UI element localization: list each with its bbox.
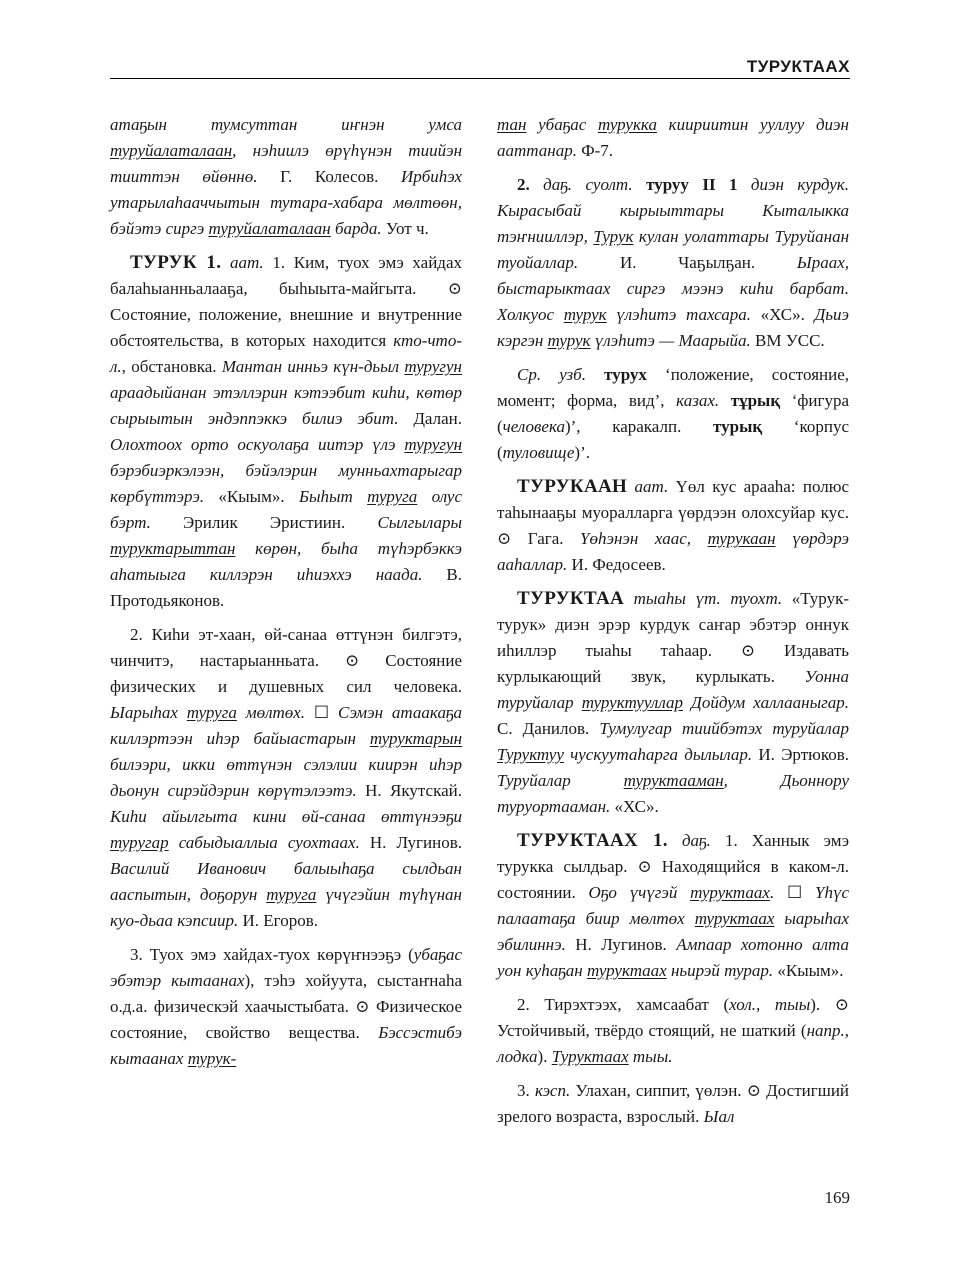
right-column [497, 112, 849, 1138]
running-title: ТУРУКТААХ [746, 57, 850, 76]
right-paragraph-7: 2. Тирэхтээх, хамсаабат (хол., тыы). ⊙ Устойчивый, твёрдо стоящий, не шаткий (напр., лодка). Туруктаах тыы. [497, 995, 850, 1066]
right-paragraph-1: тан убаҕас турукка киириитин ууллуу диэн ааттанар. Ф-7. [497, 115, 849, 160]
left-paragraph-1: атаҕын тумсуттан иҥнэн умса туруйалаталаан, нэһиилэ өрүһүнэн тиийэн тииттэн өйөннө. Г. Колесов. Ирбиһэх утарылаһааччытын тутара-хабара мөлтөөн, бэйэтэ сиргэ туруйалаталаан барда. Уот ч. [110, 115, 462, 238]
left-paragraph-2: ТУРУК 1. аат. 1. Ким, туох эмэ хайдах балаһыанньалааҕа, быһыыта-майгыта. ⊙ Состояние, положение, внешние и внутренние обстоятельства, в которых находится кто-что-л., обстановка. Мантан инньэ күн-дьыл туругун араадыйанан этэллэрин кэтээбит киһи, көтөр сырыытын эндэппэккэ билиэ эбит. Далан. Олохтоох орто оскуолаҕа иитэр үлэ туругун бэрэбиэркэлээн, бэйэлэрин мунньахтарыгар көрбүттэрэ. «Кыым». Быһыт туруга олус бэрт. Эрилик Эристиин. Сылгылары туруктарыттан көрөн, быһа түһэрбэккэ аһатыыга киллэрэн иһиэххэ наада. В. Протодьяконов. [110, 252, 463, 610]
right-paragraph-3: Ср. узб. турух ‘положение, состояние, момент; форма, вид’, казах. тұрық ‘фигура (человека)’, каракалп. турық ‘корпус (туловище)’. [497, 365, 850, 462]
left-paragraph-3: 2. Киһи эт-хаан, өй-санаа өттүнэн билгэтэ, чинчитэ, настарыанньата. ⊙ Состояние физических и душевных сил человека. Ыарыһах туруга мөлтөх. ☐ Сэмэн атаакаҕа киллэртээн иһэр байыастарын туруктарын билээри, икки өттүнэн сэлэлии киирэн иһэр дьонун сирэйдэрин көрүтэлээтэ. Н. Якутскай. Киһи айылгыта кини өй-санаа өттүнээҕи туругар сабыдыаллыа суохтаах. Н. Лугинов. Василий Иванович балыыһаҕа сылдьан ааспытын, доҕорун туруга үчүгэйин түһүнан куо-дьаа кэпсиир. И. Егоров. [110, 625, 462, 930]
page-number: 169 [824, 1188, 850, 1207]
right-paragraph-5: ТУРУКТАА тыаһы үт. туохт. «Турук-турук» диэн эрэр курдук саҥар эбэтэр оннук иһиллэр тыаһы таһаар. ⊙ Издавать курлыкающий звук, курлыкать. Уонна туруйалар туруктууллар Дойдум халлааныгар. С. Данилов. Тумулугар тиийбэтэх туруйалар Туруктуу чускуутаһарга дылылар. И. Эртюков. Туруйалар туруктааман, Дьоннору туруортааман. «ХС». [497, 588, 850, 816]
running-head [110, 57, 850, 75]
right-paragraph-2: 2. даҕ. суолт. туруу II 1 диэн курдук. Кырасыбай кырыыттары Кыталыкка тэҥнииллэр, Турук кулан уолаттары Туруйанан туойаллар. И. Чаҕылҕан. Ыраах, быстарыктаах сиргэ мээнэ киһи барбат. Холкуос турук үлэһитэ тахсара. «ХС». Дьиэ кэргэн турук үлэһитэ — Маарыйа. ВМ УСС. [497, 175, 849, 350]
right-paragraph-6: ТУРУКТААХ 1. даҕ. 1. Ханнык эмэ турукка сылдьар. ⊙ Находящийся в каком-л. состоянии. Оҕо үчүгэй туруктаах. ☐ Үһүс палаатаҕа биир мөлтөх туруктаах ыарыһах эбилиннэ. Н. Лугинов. Ампаар хотонно алта уон куһаҕан туруктаах ньирэй турар. «Кыым». [497, 830, 850, 980]
header-rule [110, 78, 850, 79]
right-paragraph-4: ТУРУКААН аат. Үөл кус арааһа: полюс таһынааҕы муоралларга үөрдээн олохсуйар кус. ⊙ Гага. Үөһэнэн хаас, турукаан үөрдэрэ ааһаллар. И. Федосеев. [497, 476, 849, 574]
left-paragraph-4: 3. Туох эмэ хайдах-туох көрүҥнээҕэ (убаҕас эбэтэр кытаанах), тэһэ хойуута, сыстаҥнаһа о.д.а. физическэй хаачыстыбата. ⊙ Физическое состояние, свойство вещества. Бэссэстибэ кытаанах турук- [110, 945, 462, 1068]
right-paragraph-8: 3. кэсп. Улахан, сиппит, үөлэн. ⊙ Достигший зрелого возраста, взрослый. Ыал [497, 1081, 850, 1126]
left-column [110, 112, 462, 1080]
